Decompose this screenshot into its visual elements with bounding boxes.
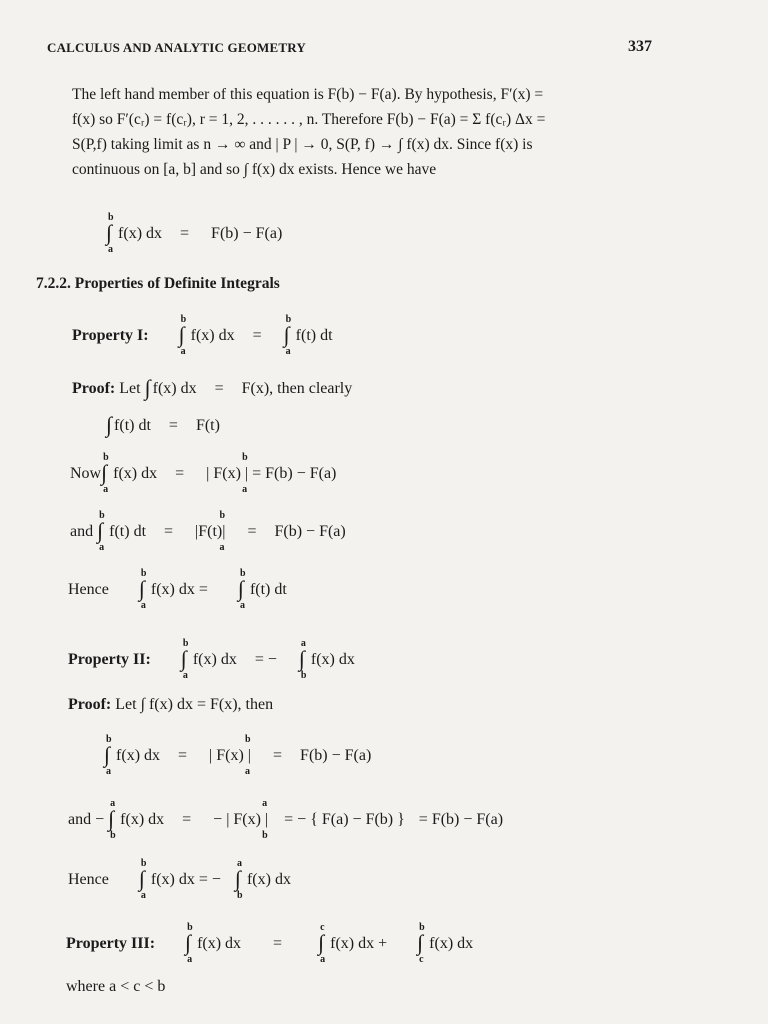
property-1-now-line: Now∫ b a f(x) dx = | F(x) | b a = F(b) − F(a) — [70, 452, 337, 495]
integral-sign: ∫ — [318, 930, 325, 955]
integral-sign: ∫ — [106, 412, 113, 437]
equals-sign: = — [180, 225, 190, 242]
integral-sign: ∫ — [417, 930, 424, 955]
integral-sign: ∫ — [298, 646, 305, 671]
integral-sign: ∫ — [108, 806, 115, 831]
property-1-and-line: and ∫ b a f(t) dt = |F(t)| b a = F(b) − F(a) — [70, 510, 346, 553]
property-1-hence-line: Hence ∫ b a f(x) dx = ∫ b a f(t) dt — [68, 568, 287, 611]
section-title: Properties of Definite Integrals — [74, 275, 280, 292]
result-equation: ∫ b a f(x) dx = F(b) − F(a) — [106, 212, 283, 255]
integral-sign: ∫ — [283, 322, 290, 347]
property-1-proof-line-2: ∫ f(t) dt = F(t) — [106, 412, 220, 437]
integral-sign: ∫ — [178, 322, 185, 347]
integral-sign: ∫ — [101, 460, 108, 485]
property-1-statement: Property I: ∫ b a f(x) dx = ∫ b a f(t) dt — [72, 314, 333, 357]
property-3-condition: where a < c < b — [66, 978, 166, 995]
property-2-statement: Property II: ∫ b a f(x) dx = − ∫ a b f(x) dx — [68, 638, 355, 681]
intro-line-2: f(x) so F′(cᵣ) = f(cᵣ), r = 1, 2, . . . . . . , n. Therefore F(b) − F(a) = Σ f(cᵣ) Δx = — [72, 111, 546, 128]
integral-sign: ∫ — [138, 576, 145, 601]
intro-line-4: continuous on [a, b] and so ∫ f(x) dx exists. Hence we have — [72, 161, 437, 178]
integral-sign: ∫ — [144, 375, 151, 400]
property-2-label: Property II: — [68, 651, 151, 668]
result-lhs: f(x) dx — [118, 225, 163, 242]
property-2-hence-line: Hence ∫ b a f(x) dx = − ∫ a b f(x) dx — [68, 858, 291, 901]
integral-sign: ∫ — [138, 866, 145, 891]
proof-label: Proof: — [72, 380, 116, 397]
integral-sign: ∫ — [180, 646, 187, 671]
property-2-proof-line-1: ∫ b a f(x) dx = | F(x) | b a = F(b) − F(a) — [104, 734, 372, 777]
property-2-proof-line-2: and − ∫ a b f(x) dx = − | F(x) | a b = − { F(a) − F(b) } = F(b) − F(a) — [68, 798, 504, 841]
proof-label: Proof: — [68, 696, 112, 713]
property-1-proof-line-1: Proof: Let ∫ f(x) dx = F(x), then clearly — [72, 375, 353, 400]
integral-sign: ∫ — [104, 742, 111, 767]
property-3-label: Property III: — [66, 935, 156, 952]
integral-sign: ∫ — [234, 866, 241, 891]
page-number: 337 — [628, 38, 652, 55]
intro-line-1: The left hand member of this equation is F(b) − F(a). By hypothesis, F′(x) = — [72, 86, 544, 103]
integral-sign: ∫ — [106, 220, 113, 245]
property-2-proof-line: Proof: Let ∫ f(x) dx = F(x), then — [68, 696, 274, 713]
integral-sign: ∫ — [237, 576, 244, 601]
integral-sign: ∫ — [185, 930, 192, 955]
section-number: 7.2.2. — [36, 275, 71, 292]
section-heading — [36, 275, 280, 293]
property-3-statement: Property III: ∫ b a f(x) dx = ∫ c a f(x) dx + ∫ b c f(x) dx — [66, 922, 474, 965]
running-title: CALCULUS AND ANALYTIC GEOMETRY — [47, 40, 306, 55]
integral-sign: ∫ — [97, 518, 104, 543]
property-1-label: Property I: — [72, 327, 149, 344]
result-rhs: F(b) − F(a) — [211, 225, 283, 242]
intro-paragraph — [72, 82, 672, 182]
intro-line-3: S(P,f) taking limit as n → ∞ and | P | → 0, S(P, f) → ∫ f(x) dx. Since f(x) is — [72, 136, 533, 153]
